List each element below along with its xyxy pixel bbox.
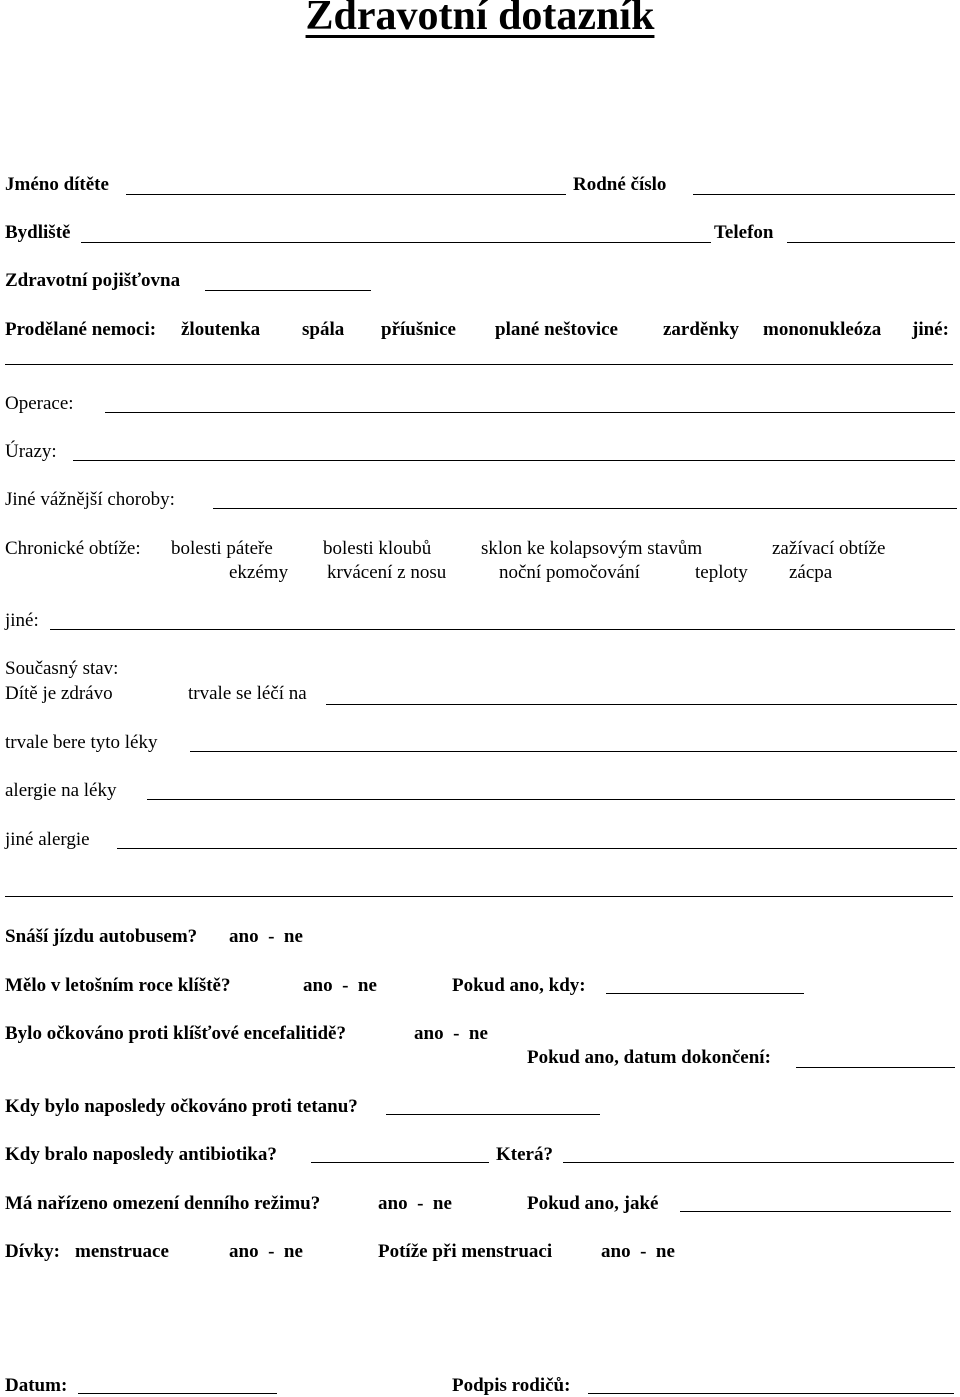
chronic-bedwetting: noční pomočování (499, 562, 640, 583)
treated-label: trvale se léčí na (188, 683, 307, 704)
tick-when-label: Pokud ano, kdy: (452, 975, 586, 996)
past-diseases-label: Prodělané nemoci: (5, 319, 157, 340)
tick-options[interactable]: ano - ne (303, 975, 377, 996)
chronic-other-label: jiné: (5, 610, 39, 631)
operations-line[interactable] (105, 412, 955, 413)
drug-allergy-label: alergie na léky (5, 780, 117, 801)
signature-line[interactable] (588, 1393, 954, 1394)
chronic-digestive: zažívací obtíže (772, 538, 886, 559)
residence-label: Bydliště (5, 222, 71, 243)
residence-line[interactable] (81, 242, 711, 243)
chronic-joint-pain: bolesti kloubů (323, 538, 432, 559)
chronic-other-line[interactable] (50, 629, 955, 630)
disease-jaundice: žloutenka (181, 319, 261, 340)
antibiotics-when-line[interactable] (311, 1162, 489, 1163)
form-title: Zdravotní dotazník (305, 0, 655, 39)
bus-options[interactable]: ano - ne (229, 926, 303, 947)
birth-number-line[interactable] (693, 194, 955, 195)
drug-allergy-line[interactable] (147, 799, 955, 800)
tetanus-line[interactable] (386, 1114, 600, 1115)
injuries-line[interactable] (73, 460, 955, 461)
girls-label: Dívky: (5, 1241, 60, 1262)
tbe-options[interactable]: ano - ne (414, 1023, 488, 1044)
other-serious-label: Jiné vážnější choroby: (5, 489, 175, 510)
birth-number-label: Rodné číslo (573, 174, 667, 195)
antibiotics-question: Kdy bralo naposledy antibiotika? (5, 1144, 277, 1165)
tick-question: Mělo v letošním roce klíště? (5, 975, 231, 996)
operations-label: Operace: (5, 393, 74, 414)
disease-rubella: zarděnky (663, 319, 739, 340)
disease-mononucleosis: mononukleóza (763, 319, 882, 340)
chronic-back-pain: bolesti páteře (171, 538, 273, 559)
insurance-line[interactable] (205, 290, 371, 291)
bus-question: Snáší jízdu autobusem? (5, 926, 198, 947)
child-name-label: Jméno dítěte (5, 174, 109, 195)
disease-chickenpox: plané neštovice (495, 319, 618, 340)
meds-label: trvale bere tyto léky (5, 732, 158, 753)
menstruation-problems-options[interactable]: ano - ne (601, 1241, 675, 1262)
regime-question: Má nařízeno omezení denního režimu? (5, 1193, 321, 1214)
chronic-eczema: ekzémy (229, 562, 289, 583)
insurance-label: Zdravotní pojišťovna (5, 270, 181, 291)
treated-line[interactable] (326, 704, 957, 705)
menstruation-problems-label: Potíže při menstruaci (378, 1241, 553, 1262)
current-state-label: Současný stav: (5, 658, 119, 679)
menstruation-label: menstruace (75, 1241, 169, 1262)
other-allergy-label: jiné alergie (5, 829, 90, 850)
date-label: Datum: (5, 1375, 68, 1396)
menstruation-options[interactable]: ano - ne (229, 1241, 303, 1262)
tick-when-line[interactable] (606, 993, 804, 994)
injuries-label: Úrazy: (5, 441, 57, 462)
antibiotics-which-label: Která? (496, 1144, 553, 1165)
chronic-constipation: zácpa (789, 562, 833, 583)
regime-which-line[interactable] (680, 1211, 951, 1212)
signature-label: Podpis rodičů: (452, 1375, 571, 1396)
phone-label: Telefon (714, 222, 774, 243)
disease-mumps: příušnice (381, 319, 456, 340)
disease-scarlet-fever: spála (302, 319, 345, 340)
regime-options[interactable]: ano - ne (378, 1193, 452, 1214)
other-serious-line[interactable] (213, 508, 957, 509)
tetanus-question: Kdy bylo naposledy očkováno proti tetanu? (5, 1096, 358, 1117)
tbe-completed-label: Pokud ano, datum dokončení: (527, 1047, 771, 1068)
chronic-fever: teploty (695, 562, 748, 583)
healthy-option: Dítě je zdrávo (5, 683, 113, 704)
antibiotics-which-line[interactable] (563, 1162, 954, 1163)
tbe-question: Bylo očkováno proti klíšťové encefalitidě? (5, 1023, 346, 1044)
chronic-collapse: sklon ke kolapsovým stavům (481, 538, 703, 559)
disease-other: jiné: (912, 319, 949, 340)
tbe-completed-line[interactable] (796, 1067, 955, 1068)
chronic-label: Chronické obtíže: (5, 538, 141, 559)
regime-which-label: Pokud ano, jaké (527, 1193, 659, 1214)
other-allergy-line[interactable] (117, 848, 957, 849)
child-name-line[interactable] (126, 194, 566, 195)
past-diseases-line[interactable] (5, 364, 953, 365)
other-allergy-line-2[interactable] (5, 896, 953, 897)
date-line[interactable] (78, 1393, 277, 1394)
meds-line[interactable] (190, 751, 957, 752)
phone-line[interactable] (787, 242, 955, 243)
chronic-nosebleed: krvácení z nosu (327, 562, 447, 583)
